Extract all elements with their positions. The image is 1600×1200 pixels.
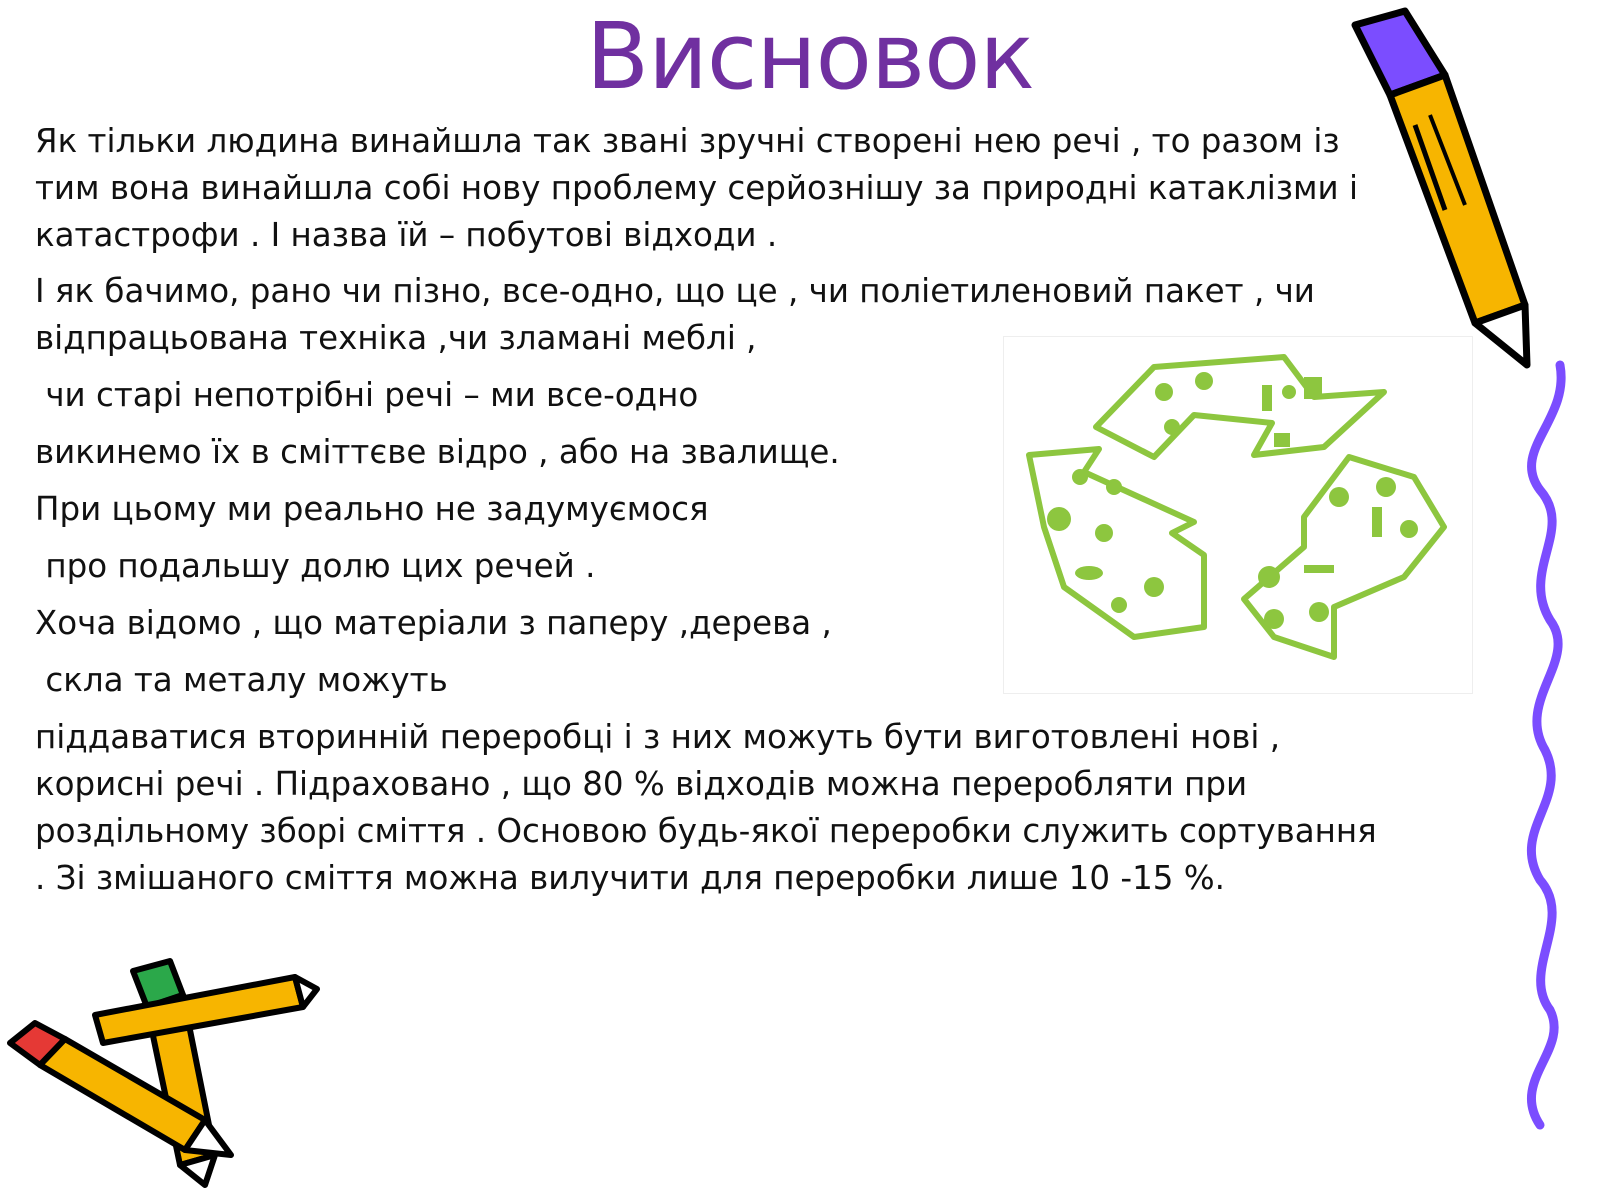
text-line: . Зі змішаного сміття можна вилучити для переробки лише 10 -15 %. [35, 859, 1225, 897]
recycling-image [1003, 336, 1473, 694]
text-line: піддаватися вторинній переробці і з них можуть бути виготовлені нові , [35, 718, 1281, 756]
recycling-symbol-icon [1004, 337, 1472, 693]
crossed-pencils-icon [5, 955, 325, 1195]
squiggle-line-icon [1500, 360, 1595, 1130]
slide-title: Висновок [585, 3, 1034, 110]
text-line: викинемо їх в сміттєве відро , або на звалище. [35, 433, 840, 471]
text-line: тим вона винайшла собі нову проблему серйознішу за природні катаклізми і [35, 169, 1359, 207]
text-line: про подальшу долю цих речей . [35, 547, 596, 585]
text-line: Як тільки людина винайшла так звані зручні створені нею речі , то разом із [35, 122, 1340, 160]
text-line: катастрофи . І назва їй – побутові відходи . [35, 216, 778, 254]
text-line: скла та металу можуть [35, 661, 448, 699]
text-line: корисні речі . Підраховано , що 80 % відходів можна переробляти при [35, 765, 1248, 803]
pencil-icon [1345, 5, 1550, 375]
text-line: І як бачимо, рано чи пізно, все-одно, що це , чи поліетиленовий пакет , чи [35, 272, 1315, 310]
text-line: відпрацьована техніка ,чи зламані меблі , [35, 319, 757, 357]
text-line: Хоча відомо , що матеріали з паперу ,дерева , [35, 604, 832, 642]
text-line: роздільному зборі сміття . Основою будь-якої переробки служить сортування [35, 812, 1377, 850]
text-line: чи старі непотрібні речі – ми все-одно [35, 376, 699, 414]
text-line: При цьому ми реально не задумуємося [35, 490, 709, 528]
